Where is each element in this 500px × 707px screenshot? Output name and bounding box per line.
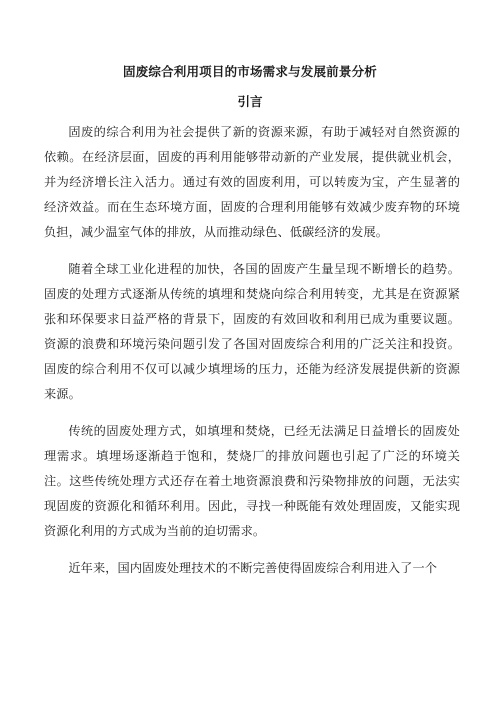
paragraph: 固废的综合利用为社会提供了新的资源来源，有助于减轻对自然资源的依赖。在经济层面，固废的再利用能够带动新的产业发展，提供就业机会，并为经济增长注入活力。通过有效的固废利用，可以转废为宝，产生显著的经济效益。而在生态环境方面，固废的合理利用能够有效减少废弃物的环境负担，减少温室气体的排放，从而推动绿色、低碳经济的发展。 — [44, 125, 460, 239]
paragraph: 近年来，国内固废处理技术的不断完善使得固废综合利用进入了一个 — [68, 561, 438, 575]
document-body — [44, 120, 460, 593]
section-heading: 引言 — [237, 94, 263, 109]
paragraph: 随着全球工业化进程的加快，各国的固废产生量呈现不断增长的趋势。固废的处理方式逐渐从传统的填埋和焚烧向综合利用转变，尤其是在资源紧张和环保要求日益严格的背景下，固废的有效回收和利用已成为重要议题。资源的浪费和环境污染问题引发了各国对固废综合利用的广泛关注和投资。固废的综合利用不仅可以减少填埋场的压力，还能为经济发展提供新的资源来源。 — [44, 262, 460, 401]
paragraph: 传统的固废处理方式，如填埋和焚烧，已经无法满足日益增长的固废处理需求。填埋场逐渐趋于饱和，焚烧厂的排放问题也引起了广泛的环境关注。这些传统处理方式还存在着土地资源浪费和污染物排放的问题，无法实现固废的资源化和循环利用。因此，寻找一种既能有效处理固废，又能实现资源化利用的方式成为当前的迫切需求。 — [44, 424, 460, 538]
document-title: 固废综合利用项目的市场需求与发展前景分析 — [122, 64, 377, 79]
